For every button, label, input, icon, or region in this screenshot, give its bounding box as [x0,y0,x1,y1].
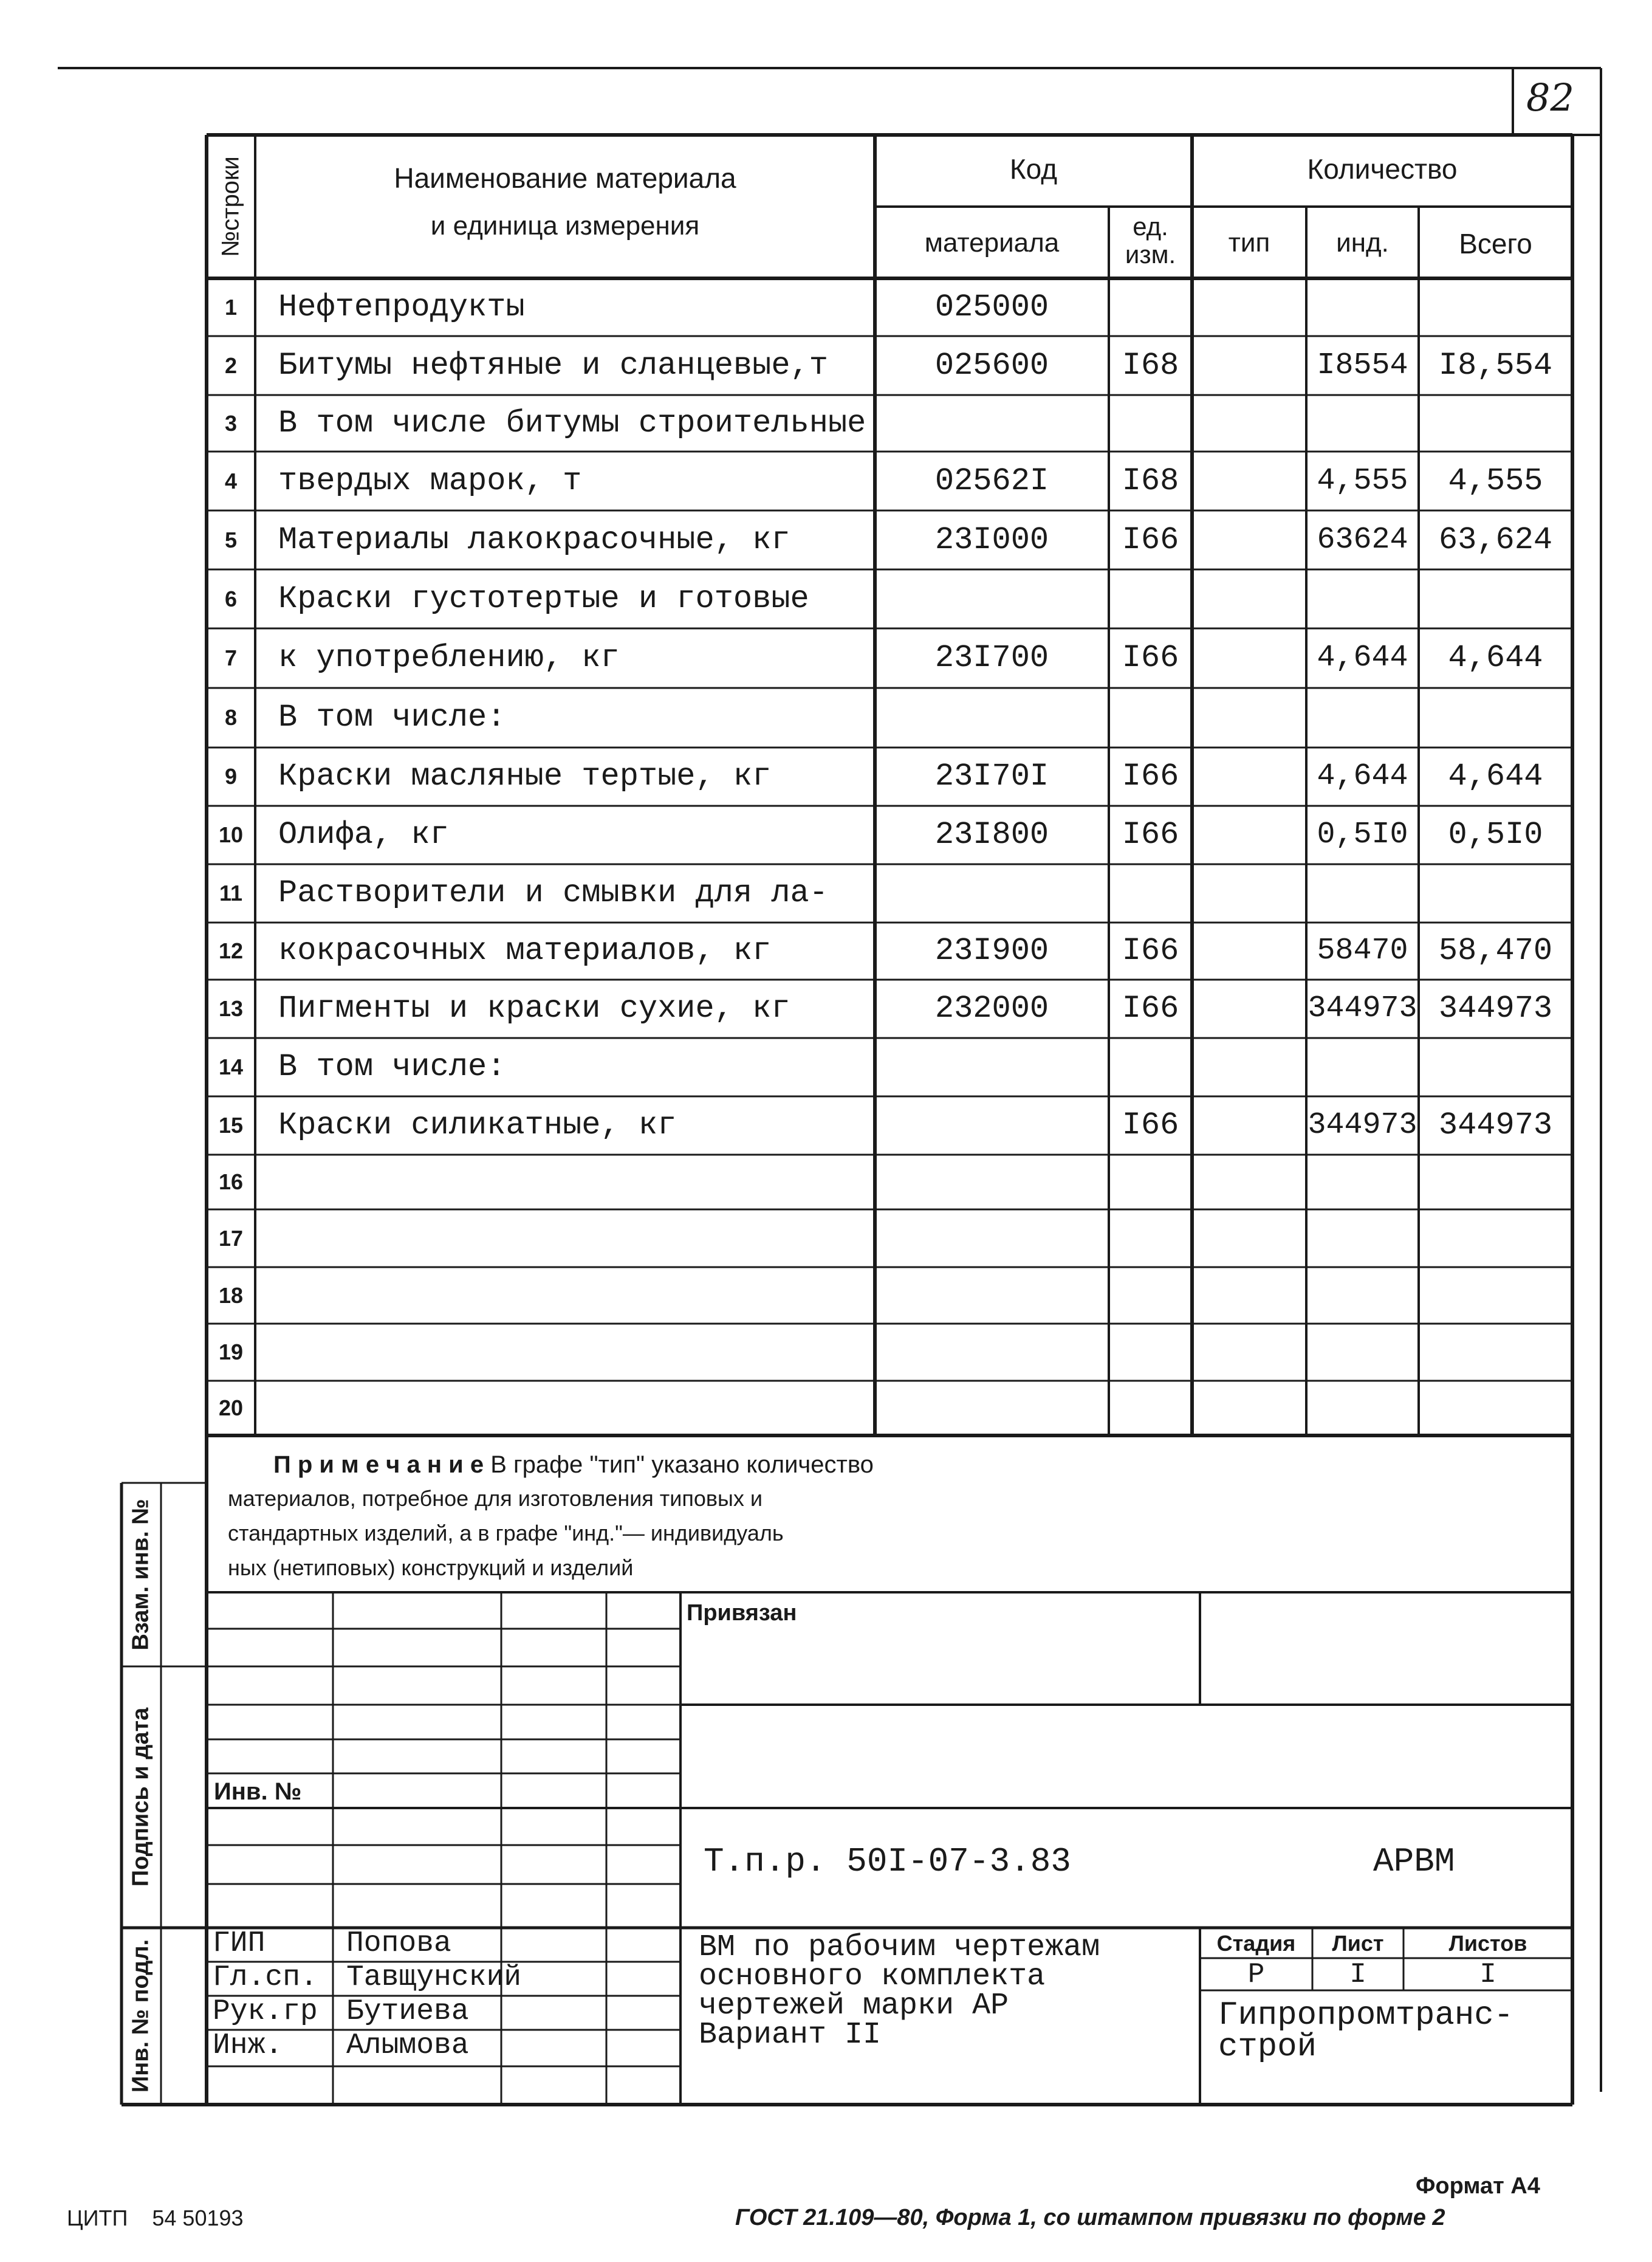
note-line2: материалов, потребное для изготовления типовых и [228,1486,763,1511]
type-qty [1192,1096,1306,1155]
material-code: 23I800 [934,817,1049,853]
unit-code: I68 [1122,348,1179,383]
total-qty: 4,644 [1448,640,1543,676]
row-number: 3 [224,411,238,436]
footer-left: ЦИТП 54 50193 [67,2205,244,2230]
total-qty [1419,1324,1572,1381]
material-name [278,1155,874,1209]
privyazan-label: Привязан [687,1600,797,1626]
unit-header-line2: изм. [1125,240,1176,269]
material-code [875,1267,1109,1324]
document-code: Т.п.р. 50I-07-3.83 [704,1842,1071,1881]
total-header: Всего [1459,228,1532,260]
total-qty: 344973 [1438,991,1553,1026]
vzam-inv-label: Взам. инв. № [128,1499,154,1651]
row-number: 16 [218,1169,244,1194]
type-qty [1192,1381,1306,1435]
unit-code [1109,395,1192,452]
name-header-line2: и единица измерения [430,211,700,241]
material-code [875,1381,1109,1435]
title-line1: ВМ по рабочим чертежам [699,1930,1100,1965]
row-number: 6 [224,586,238,611]
signer-role: Рук.гр [213,1995,318,2028]
unit-code [1109,1381,1192,1435]
ind-qty: 4,644 [1317,759,1408,794]
material-name: Пигменты и краски сухие, кг [278,991,790,1026]
material-code [875,1096,1109,1155]
material-name: В том числе: [278,700,506,735]
type-qty [1192,688,1306,748]
sheets-label: Листов [1448,1931,1527,1956]
ind-qty: 58470 [1317,933,1408,968]
row-number: 9 [224,764,238,789]
material-name [278,1381,874,1435]
unit-code: I68 [1122,463,1179,499]
type-header: тип [1228,228,1270,258]
material-name: Олифа, кг [278,817,449,853]
row-number-header-text: №строки [217,156,244,257]
type-qty [1192,278,1306,336]
unit-code [1109,1209,1192,1267]
unit-code [1109,1038,1192,1096]
unit-code [1109,1267,1192,1324]
material-name [278,1267,874,1324]
total-qty [1419,1209,1572,1267]
quantity-header: Количество [1307,153,1458,185]
unit-code: I66 [1122,758,1179,794]
material-name: Краски густотертые и готовые [278,581,809,617]
material-code: 232000 [934,991,1049,1026]
material-code: 025600 [934,348,1049,383]
code-header: Код [1009,153,1058,185]
total-qty [1419,278,1572,336]
row-number: 11 [219,881,243,906]
unit-code [1109,688,1192,748]
unit-code: I66 [1122,640,1179,676]
name-header-line1: Наименование материала [394,162,736,194]
total-qty [1419,569,1572,628]
page-number: 82 [1526,75,1574,120]
signer-name: Попова [346,1927,451,1960]
row-number: 8 [224,705,238,730]
type-qty [1192,748,1306,806]
drawing-mark: АРВМ [1373,1842,1455,1881]
row-number: 7 [224,645,238,670]
type-qty [1192,1155,1306,1209]
signature-date-label: Подпись и дата [128,1707,154,1887]
material-code [875,395,1109,452]
ind-qty [1306,864,1419,923]
total-qty [1419,1155,1572,1209]
sheets-value: I [1479,1959,1496,1990]
material-code [875,1209,1109,1267]
title-line4: Вариант II [699,2018,882,2052]
material-name [278,1324,874,1381]
unit-code: I66 [1122,1107,1179,1143]
material-name: Краски масляные тертые, кг [278,758,772,794]
row-number: 20 [218,1395,244,1420]
material-code: 23I70I [934,758,1049,794]
inv-original-label: Инв. № подл. [128,1939,154,2093]
type-qty [1192,806,1306,864]
title-line3: чертежей марки АР [699,1989,1009,2023]
stage-value: Р [1247,1959,1265,1990]
type-qty [1192,569,1306,628]
ind-qty [1306,1324,1419,1381]
type-qty [1192,336,1306,395]
signer-role: ГИП [213,1927,266,1960]
material-name: Краски силикатные, кг [278,1107,677,1143]
unit-code [1109,1155,1192,1209]
material-name: Растворители и смывки для ла- [278,875,828,911]
ind-qty [1306,278,1419,336]
material-name: Битумы нефтяные и сланцевые,т [278,348,828,383]
type-qty [1192,1267,1306,1324]
ind-qty [1306,1038,1419,1096]
row-number: 13 [218,996,244,1021]
total-qty [1419,1038,1572,1096]
ind-qty [1306,1155,1419,1209]
material-name: В том числе битумы строительные [278,405,866,441]
ind-qty [1306,395,1419,452]
type-qty [1192,452,1306,510]
total-qty [1419,1267,1572,1324]
material-code: 23I700 [934,640,1049,676]
total-qty: 0,5I0 [1448,817,1543,853]
ind-qty: 63624 [1317,523,1408,557]
note-line1-text: В графе "тип" указано количество [490,1451,874,1478]
unit-code: I66 [1122,522,1179,558]
total-qty: 344973 [1438,1107,1553,1143]
row-number: 19 [218,1339,244,1364]
ind-qty [1306,1381,1419,1435]
ind-header: инд. [1336,228,1389,258]
total-qty: 63,624 [1438,522,1553,558]
material-name: твердых марок, т [278,463,582,499]
row-number: 18 [218,1283,244,1308]
total-qty [1419,688,1572,748]
ind-qty [1306,1267,1419,1324]
row-number: 15 [218,1113,244,1138]
total-qty: 58,470 [1438,933,1553,969]
footer-right: ГОСТ 21.109—80, Форма 1, со штампом привязки по форме 2 [735,2205,1445,2230]
note-line1 [273,1452,874,1477]
type-qty [1192,923,1306,980]
unit-header-line1: ед. [1133,212,1168,241]
material-code [875,569,1109,628]
organization-line1: Гипропромтранс- [1218,1997,1514,2034]
note-lead: П р и м е ч а н и е [273,1451,484,1478]
material-name: Материалы лакокрасочные, кг [278,522,790,558]
note-line4: ных (нетиповых) конструкций и изделий [228,1555,634,1580]
type-qty [1192,510,1306,569]
signer-name: Бутиева [346,1995,469,2028]
unit-code [1109,1324,1192,1381]
inv-no-label: Инв. № [214,1778,302,1805]
type-qty [1192,1324,1306,1381]
row-number: 4 [224,469,238,493]
total-qty: I8,554 [1438,348,1553,383]
type-qty [1192,864,1306,923]
ind-qty: 344973 [1308,1108,1417,1143]
row-number: 5 [224,528,238,552]
material-code [875,688,1109,748]
unit-code: I66 [1122,933,1179,969]
organization-line2: строй [1218,2029,1317,2066]
ind-qty [1306,688,1419,748]
type-qty [1192,395,1306,452]
signer-name: Алымова [346,2029,469,2062]
note-line3: стандартных изделий, а в графе "инд."— индивидуаль [228,1521,784,1545]
material-name [278,1209,874,1267]
row-number-header [207,135,255,278]
material-code [875,1155,1109,1209]
title-line2: основного комплекта [699,1959,1046,1994]
material-name: к употреблению, кг [278,640,620,676]
row-number: 17 [218,1226,244,1251]
ind-qty: 4,555 [1317,464,1408,498]
total-qty: 4,555 [1448,463,1543,499]
signer-role: Инж. [213,2029,283,2062]
total-qty [1419,395,1572,452]
material-code: 23I900 [934,933,1049,969]
type-qty [1192,980,1306,1038]
row-number: 14 [218,1054,244,1079]
signer-role: Гл.сп. [213,1961,318,1994]
unit-code: I66 [1122,817,1179,853]
stage-label: Стадия [1216,1931,1296,1956]
ind-qty [1306,569,1419,628]
sheet-value: I [1349,1959,1366,1990]
type-qty [1192,1038,1306,1096]
material-code [875,1324,1109,1381]
material-code [875,1038,1109,1096]
ind-qty: 4,644 [1317,641,1408,675]
material-name: Нефтепродукты [278,289,525,325]
total-qty [1419,864,1572,923]
unit-code [1109,569,1192,628]
total-qty [1419,1381,1572,1435]
signer-name: Тавщунский [346,1961,522,1994]
row-number: 12 [218,938,244,963]
row-number: 1 [224,295,238,320]
material-name: В том числе: [278,1049,506,1085]
material-code: 23I000 [934,522,1049,558]
ind-qty: 344973 [1308,991,1417,1026]
material-code: 02562I [934,463,1049,499]
unit-code [1109,278,1192,336]
total-qty: 4,644 [1448,758,1543,794]
material-code-header: материала [924,228,1060,258]
row-number: 2 [224,353,238,378]
material-name: кокрасочных материалов, кг [278,933,772,969]
ind-qty: I8554 [1317,348,1408,383]
unit-code: I66 [1122,991,1179,1026]
type-qty [1192,1209,1306,1267]
material-code: 025000 [934,289,1049,325]
sheet-label: Лист [1332,1931,1384,1956]
material-code [875,864,1109,923]
format-label: Формат А4 [1416,2173,1540,2199]
ind-qty: 0,5I0 [1317,817,1408,852]
ind-qty [1306,1209,1419,1267]
unit-code [1109,864,1192,923]
type-qty [1192,628,1306,688]
row-number: 10 [218,822,244,847]
